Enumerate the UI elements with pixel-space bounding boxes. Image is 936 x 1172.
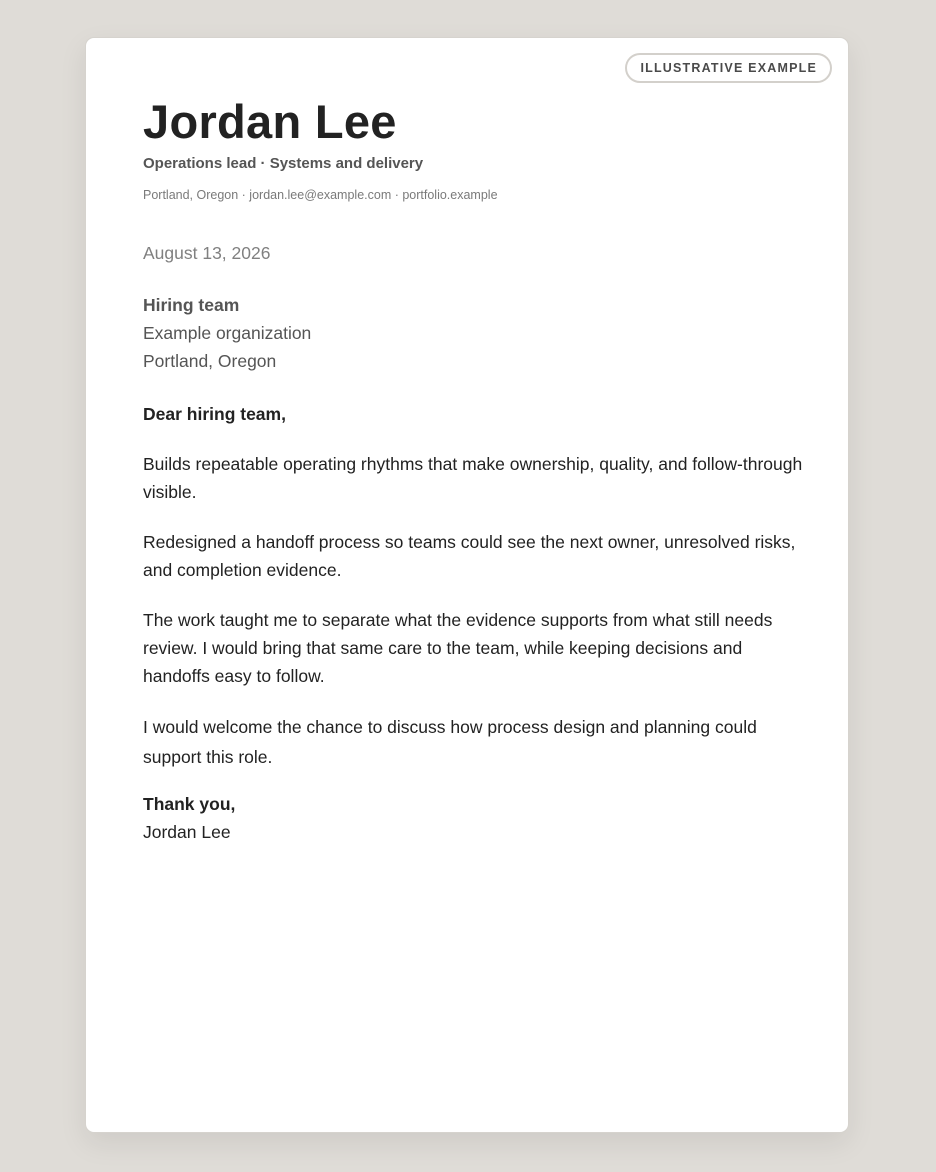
paragraph: Builds repeatable operating rhythms that make ownership, quality, and follow-through visible. — [143, 454, 803, 502]
sender-name: Jordan Lee — [143, 95, 397, 148]
recipient-location: Portland, Oregon — [143, 351, 277, 371]
sender-tagline: Operations lead · Systems and delivery — [143, 155, 424, 172]
paragraph: Redesigned a handoff process so teams could see the next owner, unresolved risks, and completion evidence. — [143, 532, 796, 580]
salutation: Dear hiring team, — [143, 404, 286, 424]
recipient-organization: Example organization — [143, 323, 312, 343]
letter-body — [143, 400, 803, 846]
letter-date: August 13, 2026 — [143, 243, 271, 263]
signature: Jordan Lee — [143, 822, 231, 842]
sender-contact: Portland, Oregon · jordan.lee@example.com · portfolio.example — [143, 188, 498, 202]
paragraph: The work taught me to separate what the evidence supports from what still needs review. I would bring that same care to the team, while keeping decisions and handoffs easy to follow. — [143, 610, 773, 686]
recipient-block — [143, 291, 311, 375]
recipient-name: Hiring team — [143, 295, 240, 315]
illustrative-example-badge: ILLUSTRATIVE EXAMPLE — [625, 53, 832, 83]
letter-page — [85, 37, 849, 1133]
closing: Thank you, — [143, 794, 236, 814]
paragraph: I would welcome the chance to discuss how process design and planning could support this role. — [143, 717, 757, 767]
